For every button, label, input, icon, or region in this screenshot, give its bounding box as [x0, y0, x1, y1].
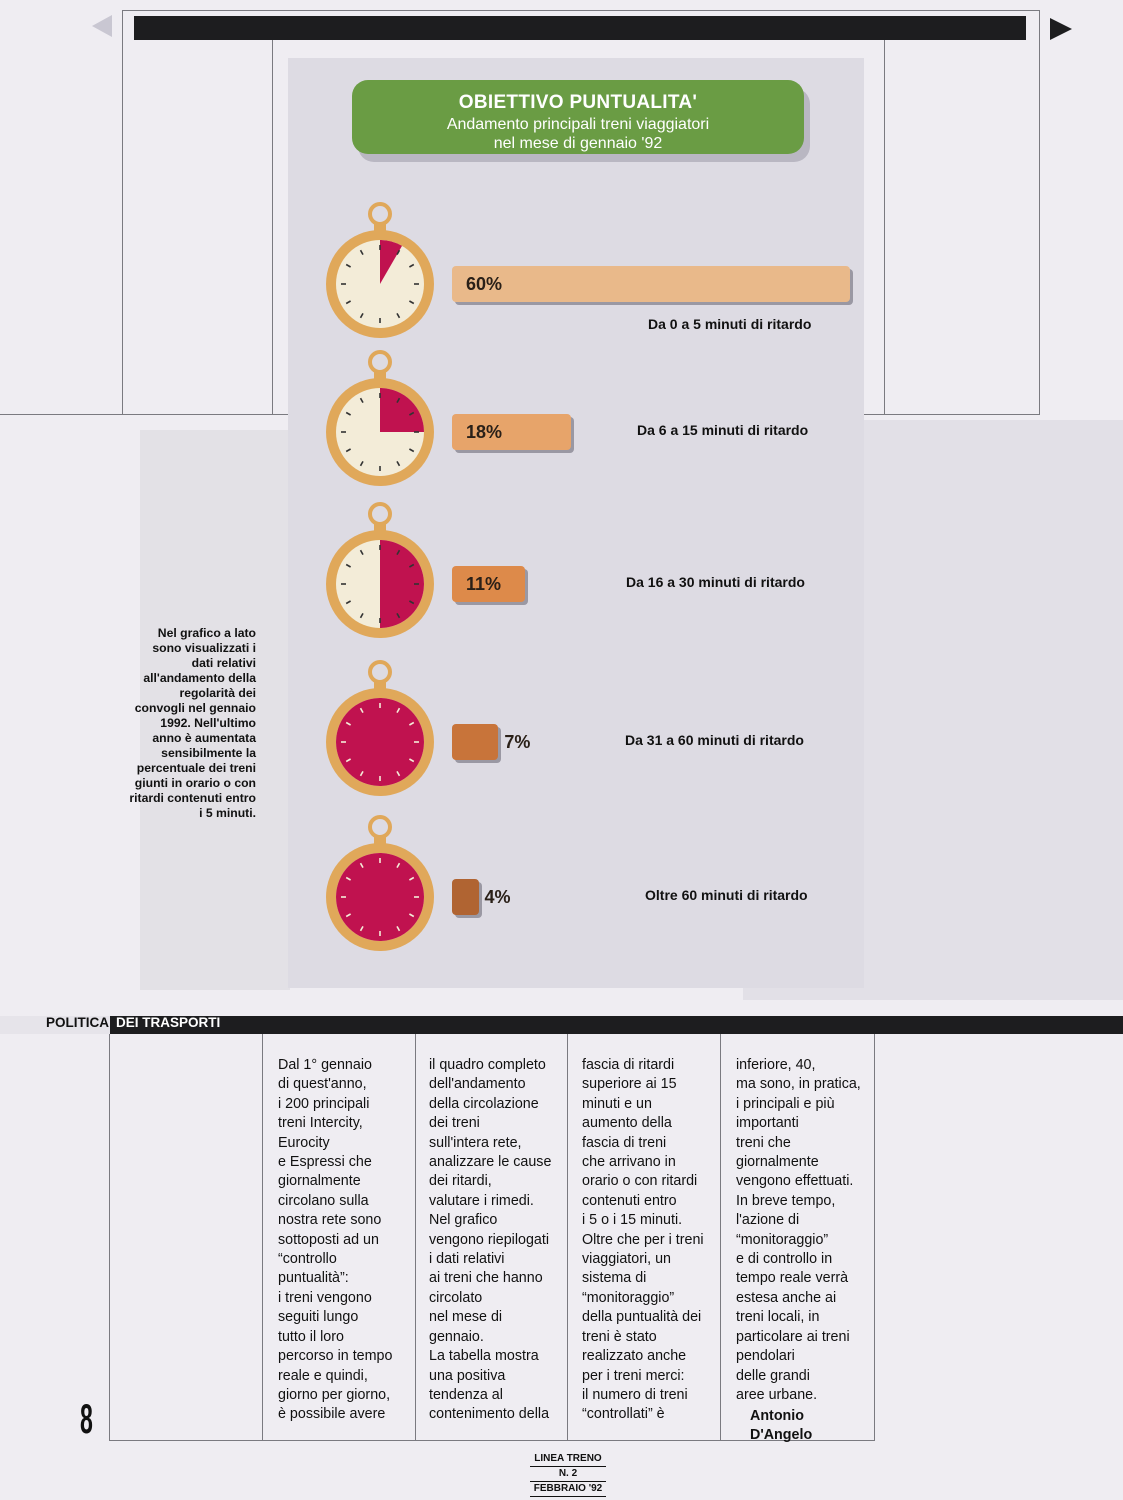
horizontal-rule	[0, 414, 290, 415]
chart-value-label: 11%	[466, 574, 502, 594]
page-number: 8	[80, 1395, 93, 1442]
column-rule	[109, 1034, 110, 1440]
chart-bar	[452, 266, 850, 302]
chart-category-label: Oltre 60 minuti di ritardo	[645, 887, 808, 903]
chart-value-label: 60%	[466, 274, 503, 294]
arrow-left-icon	[92, 15, 112, 37]
column-rule	[262, 1034, 263, 1440]
top-bar	[134, 16, 1026, 40]
section-label-politica: POLITICA	[46, 1015, 109, 1030]
chart-value-label: 7%	[504, 732, 531, 752]
chart-value-label: 4%	[484, 887, 511, 907]
chart-category-label: Da 31 a 60 minuti di ritardo	[625, 732, 804, 748]
footer-line: FEBBRAIO '92	[530, 1482, 606, 1497]
article-column-3: fascia di ritardi superiore ai 15 minuti e un aumento della fascia di treni che arrivano in orario o con ritardi contenuti entro i 5 o i 15 minuti. Oltre che per i treni viaggiatori, un sistema di “monitoraggio” della puntualità dei treni è stato realizzato anche per i treni merci: il numero di treni “controllati” è	[582, 1057, 704, 1423]
arrow-right-icon	[1050, 18, 1072, 40]
stopwatch-icon	[322, 348, 438, 488]
stopwatch-icon	[322, 500, 438, 640]
chart-caption: Nel grafico a lato sono visualizzati i dati relativi all'andamento della regolarità dei convogli nel gennaio 1992. Nell'ultimo anno è aumentata sensibilmente la percentuale dei treni giunti in orario o con ritardi contenuti entro i 5 minuti.	[129, 626, 256, 820]
chart-title: OBIETTIVO PUNTUALITA'	[458, 92, 698, 113]
stopwatch-icon	[322, 200, 438, 340]
chart-subtitle-line1: Andamento principali treni viaggiatori	[446, 116, 710, 133]
stopwatch-icon	[322, 813, 438, 953]
article-signature: Antonio D'Angelo	[750, 1408, 813, 1444]
stopwatch-icon	[322, 658, 438, 798]
chart-category-label: Da 0 a 5 minuti di ritardo	[648, 316, 812, 332]
chart-title-box	[352, 80, 804, 154]
footer-masthead	[530, 1452, 606, 1497]
column-rule	[874, 1034, 875, 1440]
article-column-4: inferiore, 40, ma sono, in pratica, i principali e più importanti treni che giornalmente vengono effettuati. In breve tempo, l'azione di “monitoraggio” e di controllo in tempo reale verrà estesa anche ai treni locali, in particolare ai treni pendolari delle grandi aree urbane.	[736, 1057, 861, 1403]
chart-value-label: 18%	[466, 422, 503, 442]
section-label-trasporti: DEI TRASPORTI	[116, 1015, 221, 1030]
chart-category-label: Da 6 a 15 minuti di ritardo	[637, 422, 809, 438]
footer-line: N. 2	[530, 1467, 606, 1482]
article-column-1: Dal 1° gennaio di quest'anno, i 200 principali treni Intercity, Eurocity e Espressi che giornalmente circolano sulla nostra rete sono sottoposti ad un “controllo puntualità”: i treni vengono seguiti lungo tutto il loro percorso in tempo reale e quindi, giorno per giorno, è possibile avere	[278, 1057, 393, 1423]
column-rule	[272, 40, 273, 415]
chart-subtitle-line2: nel mese di gennaio '92	[493, 135, 663, 152]
column-rule	[884, 40, 885, 415]
chart-category-label: Da 16 a 30 minuti di ritardo	[626, 574, 805, 590]
footer-line: LINEA TRENO	[530, 1452, 606, 1467]
article-column-2: il quadro completo dell'andamento della circolazione dei treni sull'intera rete, analizzare le cause dei ritardi, valutare i rimedi. Nel grafico vengono riepilogati i dati relativi ai treni che hanno circolato nel mese di gennaio. La tabella mostra una positiva tendenza al contenimento della	[429, 1057, 552, 1423]
